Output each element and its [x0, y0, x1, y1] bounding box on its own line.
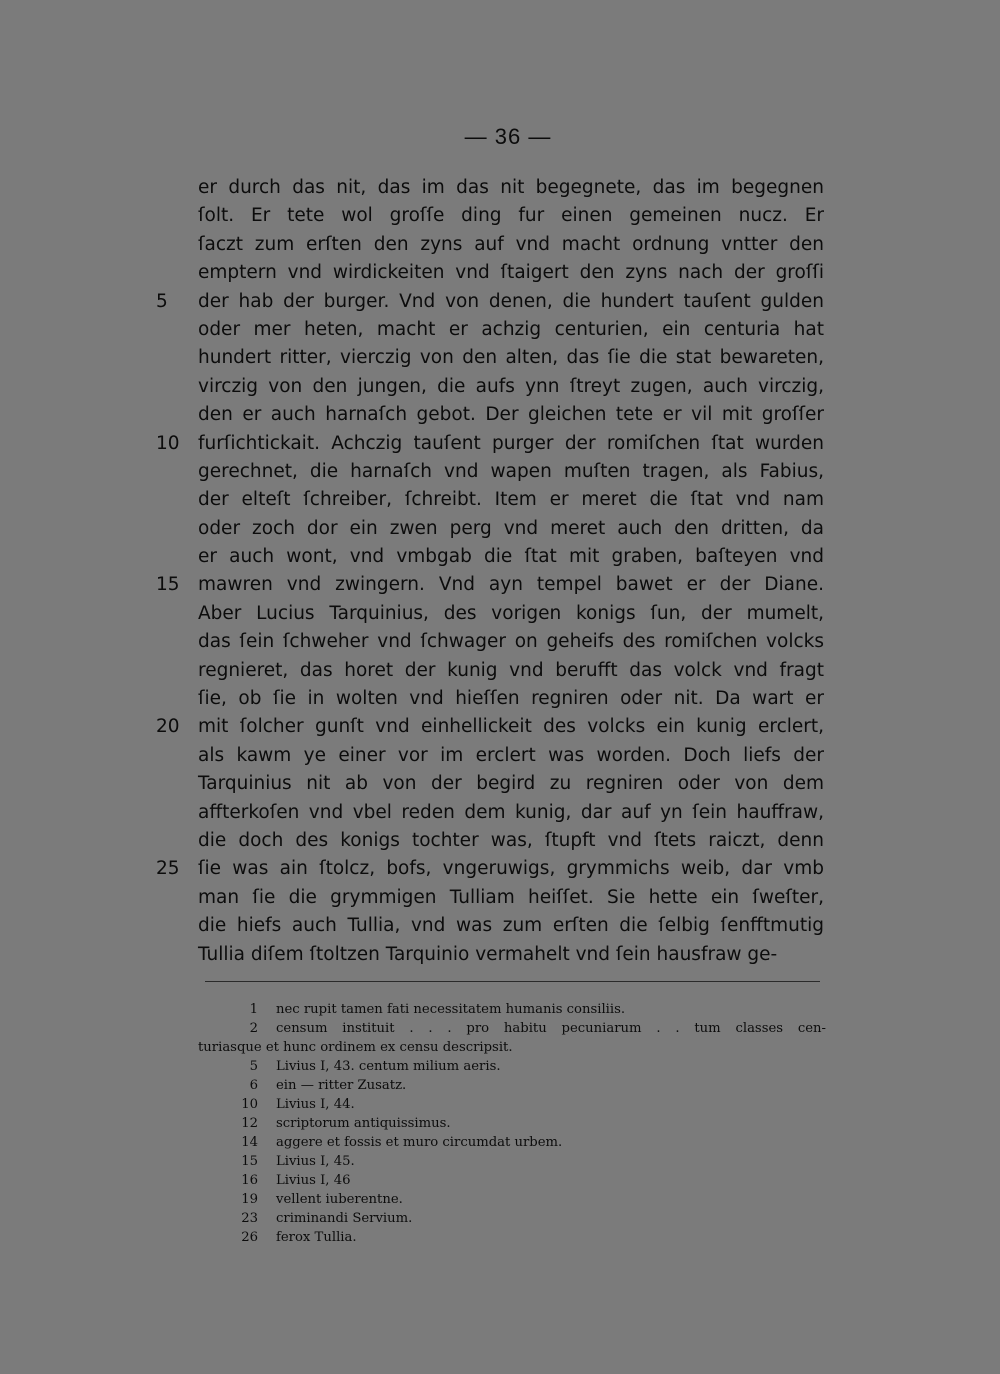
- footnote: [198, 1057, 826, 1076]
- line-text: gerechnet, die harnaſch vnd wapen muſten tragen, als Fabius,: [198, 460, 824, 482]
- footnote-text: Livius I, 43. centum milium aeris.: [276, 1059, 501, 1074]
- footnote-text: vellent iuberentne.: [276, 1192, 403, 1207]
- text-line: [198, 600, 824, 628]
- footnote-text: criminandi Servium.: [276, 1211, 413, 1226]
- line-number: 25: [156, 858, 180, 880]
- footnotes: [198, 1000, 826, 1247]
- text-line: [198, 770, 824, 798]
- footnote: [198, 1019, 826, 1038]
- text-line: [198, 742, 824, 770]
- footnote-text: ein — ritter Zusatz.: [276, 1078, 407, 1093]
- line-text: den er auch harnaſch gebot. Der gleichen tete er vil mit groſſer: [198, 404, 824, 426]
- text-line: [198, 486, 824, 514]
- text-line: [198, 174, 824, 202]
- footnote-number: 6: [249, 1078, 258, 1093]
- footnote-separator: [205, 981, 820, 982]
- line-number: 10: [156, 432, 180, 454]
- footnote-number: 19: [241, 1192, 258, 1207]
- main-text: [156, 174, 824, 969]
- text-line: [156, 713, 824, 741]
- line-text: regnieret, das horet der kunig vnd berufft das volck vnd fragt: [198, 659, 824, 681]
- footnote-number: 5: [249, 1059, 258, 1074]
- text-line: [198, 515, 824, 543]
- line-text: ſaczt zum erſten den zyns auf vnd macht ordnung vntter den: [198, 233, 824, 255]
- footnote: [198, 1133, 826, 1152]
- text-line: [198, 458, 824, 486]
- footnote-number: 14: [241, 1135, 258, 1150]
- line-text: der elteſt ſchreiber, ſchreibt. Item er meret die ſtat vnd nam: [198, 489, 824, 511]
- line-text: virczig von den jungen, die aufs ynn ſtreyt zugen, auch virczig,: [198, 375, 824, 397]
- text-line: [198, 231, 824, 259]
- line-text: der hab der burger. Vnd von denen, die hundert tauſent gulden: [198, 290, 824, 312]
- text-line: [198, 373, 824, 401]
- line-text: er durch das nit, das im das nit begegnete, das im begegnen: [198, 177, 824, 198]
- footnote-number: 10: [241, 1097, 258, 1112]
- footnote-text: nec rupit tamen fati necessitatem humanis consiliis.: [276, 1002, 626, 1017]
- footnote: [198, 1190, 826, 1209]
- footnote: [198, 1152, 826, 1171]
- footnote-text: Livius I, 45.: [276, 1154, 355, 1169]
- footnote-text: Livius I, 44.: [276, 1097, 355, 1112]
- line-text: ſolt. Er tete wol groſſe ding fur einen gemeinen nucz. Er: [198, 205, 824, 227]
- line-text: hundert ritter, vierczig von den alten, das ſie die stat bewareten,: [198, 347, 824, 369]
- text-line: [198, 884, 824, 912]
- text-line: [198, 628, 824, 656]
- footnote-number: 12: [241, 1116, 258, 1131]
- line-text: man ſie die grymmigen Tulliam heiſſet. Sie hette ein ſweſter,: [198, 886, 824, 908]
- line-text: oder zoch dor ein zwen perg vnd meret auch den dritten, da: [198, 517, 824, 539]
- footnote-text: Livius I, 46: [276, 1173, 351, 1188]
- footnote: [198, 1038, 826, 1057]
- line-text: Tarquinius nit ab von der begird zu regniren oder von dem: [198, 773, 824, 795]
- line-number: 15: [156, 574, 180, 596]
- footnote-number: 26: [241, 1230, 258, 1245]
- footnote-number: 16: [241, 1173, 258, 1188]
- line-text: mawren vnd zwingern. Vnd ayn tempel bawet er der Diane.: [198, 574, 824, 596]
- footnote: [198, 1000, 826, 1019]
- line-text: furſichtickait. Achczig tauſent purger der romiſchen ſtat wurden: [198, 432, 824, 454]
- text-line: [156, 571, 824, 599]
- line-number: 20: [156, 716, 180, 738]
- line-text: oder mer heten, macht er achzig centurien, ein centuria hat: [198, 318, 824, 340]
- text-line: [198, 316, 824, 344]
- line-text: Aber Lucius Tarquinius, des vorigen konigs ſun, der mumelt,: [198, 602, 824, 624]
- text-line: [198, 912, 824, 940]
- line-text: er auch wont, vnd vmbgab die ſtat mit graben, baſteyen vnd: [198, 546, 824, 568]
- text-line: [198, 685, 824, 713]
- footnote: [198, 1076, 826, 1095]
- line-text: Tullia diſem ſtoltzen Tarquinio vermahelt vnd ſein hausfraw ge-: [198, 943, 778, 965]
- page-number: — 36 —: [464, 124, 552, 149]
- line-text: mit ſolcher gunſt vnd einhellickeit des volcks ein kunig erclert,: [198, 716, 824, 738]
- line-text: affterkoſen vnd vbel reden dem kunig, dar auf yn ſein hauffraw,: [198, 801, 824, 823]
- line-text: das ſein ſchweher vnd ſchwager on geheifs des romiſchen volcks: [198, 631, 824, 653]
- text-line: [156, 288, 824, 316]
- footnote: [198, 1095, 826, 1114]
- text-line: [198, 799, 824, 827]
- line-number: 5: [156, 290, 168, 312]
- text-line: [156, 430, 824, 458]
- footnote-number: 2: [249, 1021, 258, 1036]
- footnote: [198, 1209, 826, 1228]
- line-text: als kawm ye einer vor im erclert was worden. Doch liefs der: [198, 744, 824, 766]
- line-text: emptern vnd wirdickeiten vnd ſtaigert den zyns nach der groſſi: [198, 262, 824, 284]
- footnote: [198, 1171, 826, 1190]
- text-line: [198, 344, 824, 372]
- footnote-text: ferox Tullia.: [276, 1230, 357, 1245]
- footnote-text: censum instituit . . . pro habitu pecuniarum . . tum classes cen-: [276, 1021, 826, 1036]
- text-line: [198, 657, 824, 685]
- text-line: [198, 941, 824, 969]
- footnote-number: 1: [249, 1002, 258, 1017]
- footnote: [198, 1228, 826, 1247]
- footnote-text: turiasque et hunc ordinem ex censu descripsit.: [198, 1040, 513, 1055]
- text-line: [198, 202, 824, 230]
- line-text: ſie, ob ſie in wolten vnd hieſſen regniren oder nit. Da wart er: [198, 688, 824, 710]
- footnote-text: aggere et fossis et muro circumdat urbem.: [276, 1135, 563, 1150]
- footnote-number: 23: [241, 1211, 258, 1226]
- line-text: ſie was ain ſtolcz, bofs, vngeruwigs, grymmichs weib, dar vmb: [198, 858, 824, 880]
- footnote-text: scriptorum antiquissimus.: [276, 1116, 451, 1131]
- footnote-number: 15: [241, 1154, 258, 1169]
- text-line: [198, 401, 824, 429]
- text-line: [198, 827, 824, 855]
- text-line: [198, 543, 824, 571]
- line-text: die doch des konigs tochter was, ſtupft vnd ſtets raiczt, denn: [198, 829, 824, 851]
- line-text: die hiefs auch Tullia, vnd was zum erſten die ſelbig ſenfftmutig: [198, 915, 824, 937]
- footnote: [198, 1114, 826, 1133]
- text-line: [156, 855, 824, 883]
- text-line: [198, 259, 824, 287]
